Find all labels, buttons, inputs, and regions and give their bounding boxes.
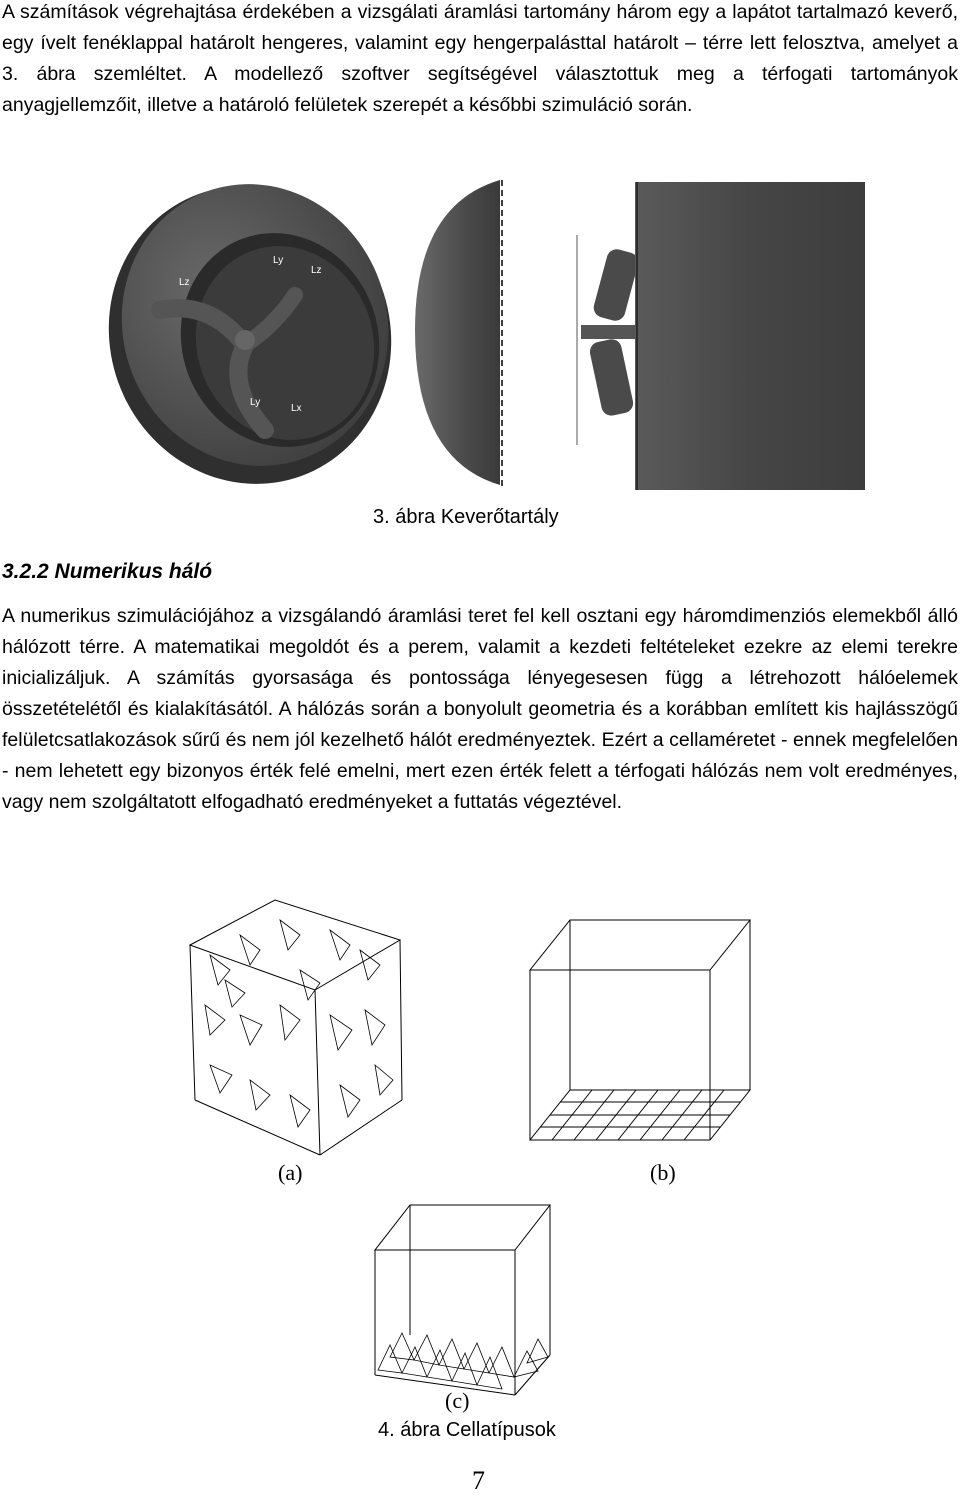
axis-label-lx: Lx (291, 403, 302, 414)
sub-label-a: (a) (278, 1160, 303, 1185)
axis-label-ly: Ly (273, 255, 284, 266)
impeller-cylinder-view (577, 182, 865, 490)
cell-type-b-hexahedral (530, 920, 750, 1140)
figure-3-mixer-tank (95, 175, 870, 495)
sub-label-b: (b) (650, 1160, 676, 1185)
axis-label-lz-2: Lz (179, 277, 190, 288)
sub-label-c: (c) (445, 1388, 470, 1413)
mixer-disc-view (95, 175, 433, 495)
section-heading: 3.2.2 Numerikus háló (2, 560, 213, 583)
cell-type-c-prismatic (375, 1205, 550, 1395)
cell-type-a-tetrahedral (190, 900, 402, 1155)
figure-4-caption: 4. ábra Cellatípusok (378, 1419, 556, 1441)
figure-4-cell-types (180, 895, 780, 1415)
intro-paragraph: A számítások végrehajtása érdekében a vizsgálati áramlási tartomány három egy a lapátot tartalmazó keverő, egy ívelt fenéklappal határolt hengeres, valamint egy hengerpalásttal határolt – térre lett felosztva, amelyet a 3. ábra szemléltet. A modellező szoftver segítségével választottuk meg a térfogati tartományok anyagjellemzőit, illetve a határoló felületek szerepét a későbbi szimuláció során. (2, 1, 958, 116)
axis-label-ly-2: Ly (250, 397, 261, 408)
mesh-paragraph: A numerikus szimulációjához a vizsgálandó áramlási teret fel kell osztani egy háromdimenziós elemekből álló hálózott térre. A matematikai megoldót és a perem, valamit a kezdeti feltételeket ezekre az elemi terekre inicializáljuk. A számítás gyorsasága és pontossága lényegesesen függ a létrehozott hálóelemek összetételétől és kialakításától. A hálózás során a bonyolult geometria és a korábban említett kis hajlásszögű felületcsatlakozások sűrű és nem jól kezelhető hálót eredményeztek. Ezért a cellaméretet - ennek megfelelően - nem lehetett egy bizonyos érték felé emelni, mert ezen érték felett a térfogati hálózás nem volt eredményes, vagy nem szolgáltatott elfogadható eredményeket a futtatás végeztével. (2, 605, 958, 813)
axis-label-lz: Lz (311, 265, 322, 276)
dome-bottom-view (415, 180, 502, 487)
figure-3-caption: 3. ábra Keverőtartály (373, 506, 559, 528)
page-number: 7 (472, 1466, 485, 1495)
